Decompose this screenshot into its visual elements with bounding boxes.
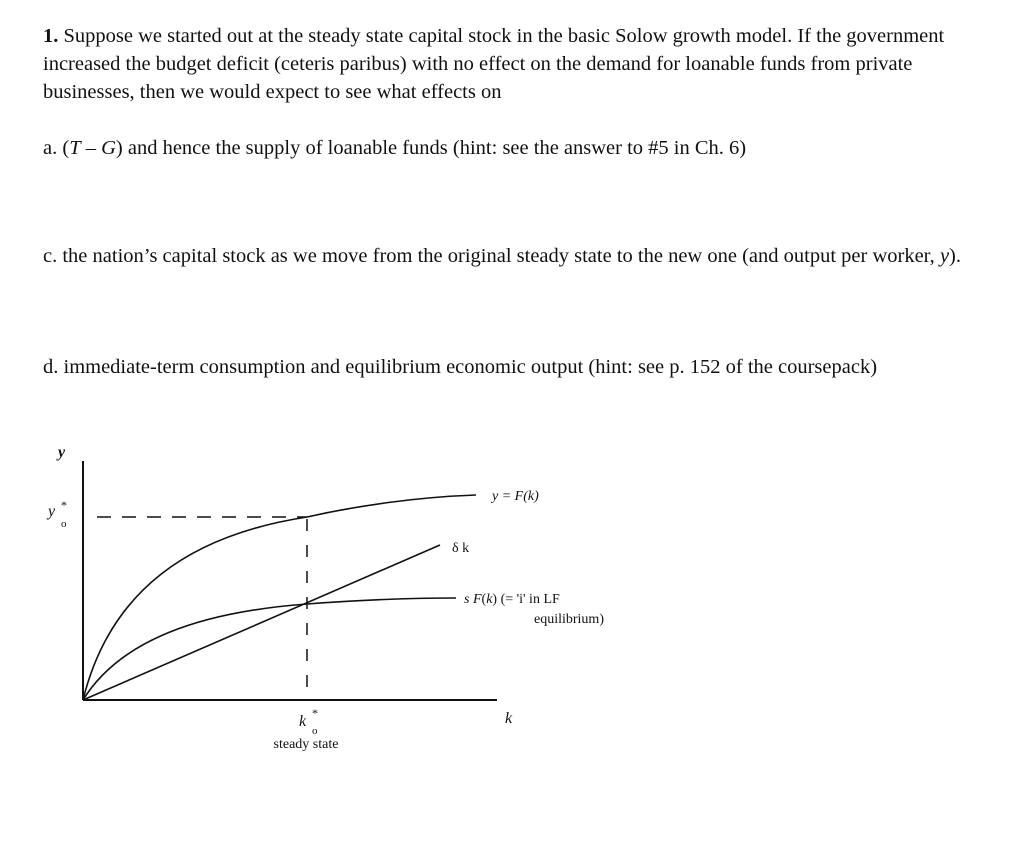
- y-axis-label: y: [58, 444, 66, 461]
- y-star-sub: o: [61, 518, 67, 530]
- depreciation-label: δ k: [452, 541, 470, 556]
- part-a-var-t: T: [69, 137, 81, 159]
- part-c-var-y: y: [939, 245, 950, 267]
- part-c-text: c. the nation’s capital stock as we move from the original steady state to the new one (and output per worker,: [43, 245, 940, 267]
- part-c-end: ).: [949, 245, 961, 267]
- savings-curve: [83, 598, 456, 700]
- savings-label: s F(k) (= 'i' in LF: [464, 592, 560, 607]
- question-intro-text: Suppose we started out at the steady state capital stock in the basic Solow growth model. If the government increased the budget deficit (ceteris paribus) with no effect on the demand for loanable funds from private businesses, then we would expect to see what effects on: [43, 25, 945, 103]
- x-axis-label: k: [505, 710, 513, 727]
- production-curve: [83, 495, 476, 700]
- steady-state-label: steady state: [273, 737, 339, 752]
- part-a-var-g: G: [101, 137, 116, 159]
- k-star-sub: o: [312, 725, 318, 737]
- k-star-sup: *: [312, 706, 318, 720]
- y-star-label: y: [48, 503, 56, 520]
- part-a-prefix: a. (: [43, 137, 70, 159]
- production-label: y = F(k): [492, 489, 539, 504]
- part-d-text: d. immediate-term consumption and equilibrium economic output (hint: see p. 152 of the coursepack): [43, 356, 878, 378]
- k-star-label: k: [299, 713, 307, 730]
- savings-label-line2: equilibrium): [534, 612, 604, 627]
- part-a-dash: –: [80, 137, 102, 159]
- y-star-sup: *: [61, 498, 67, 512]
- depreciation-line: [83, 545, 440, 700]
- question-number: 1.: [43, 25, 59, 47]
- part-a-rest: ) and hence the supply of loanable funds (hint: see the answer to #5 in Ch. 6): [115, 137, 747, 159]
